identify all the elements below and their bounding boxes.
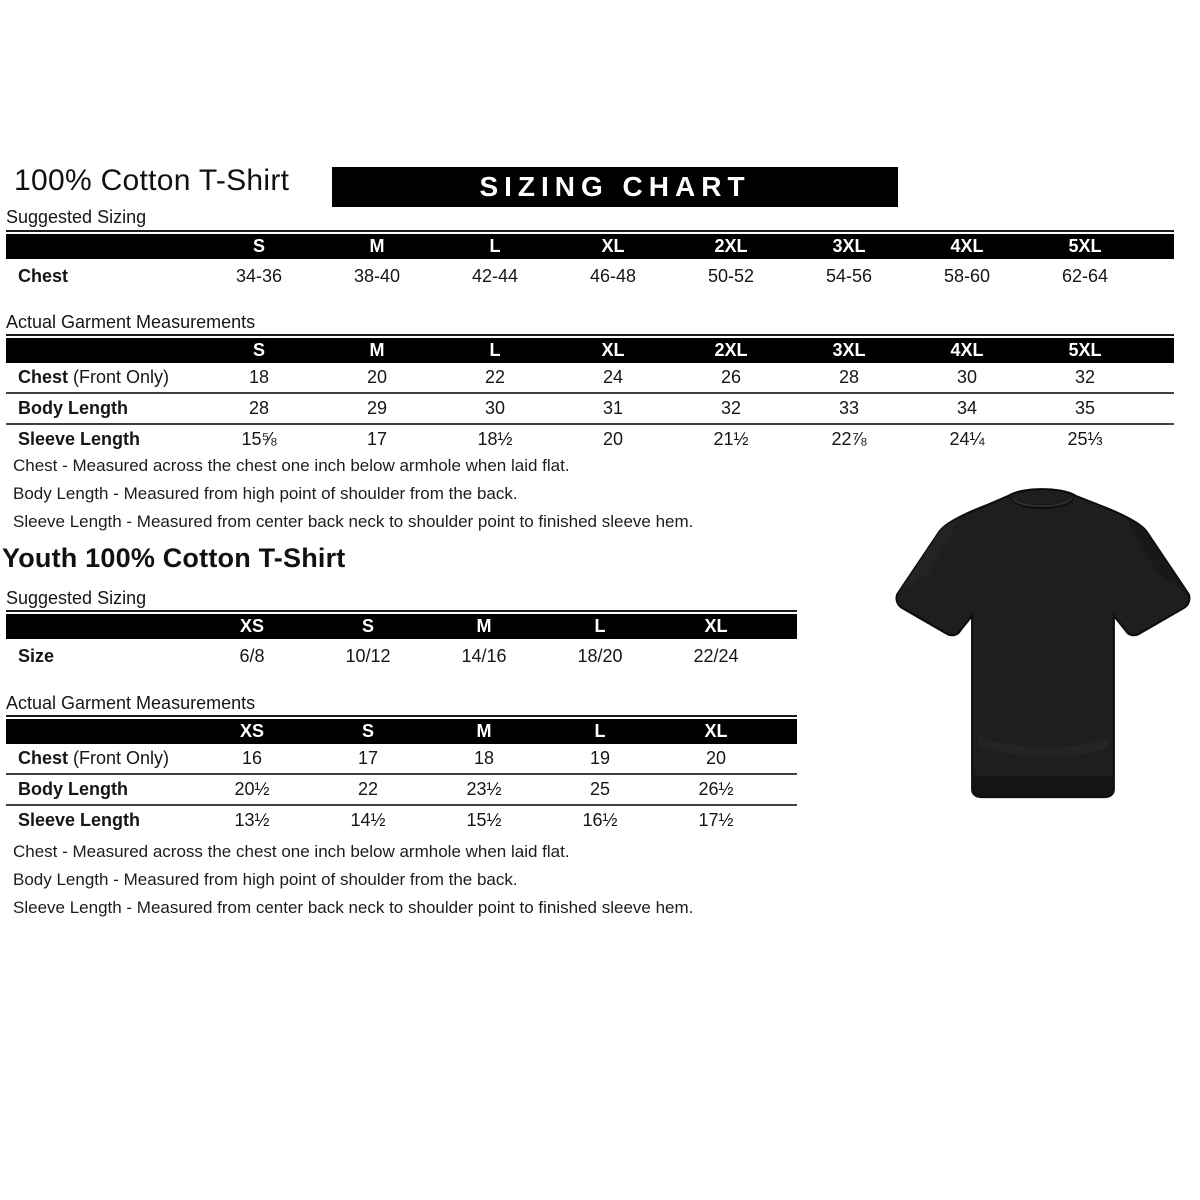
sizing-chart-banner-text: SIZING CHART [479,171,751,202]
value-cell: 25⅓ [1067,429,1103,449]
value-cell: 28 [248,398,270,418]
value-cell: 18 [473,748,495,768]
row-label-text: Chest [18,367,69,387]
note-body-length: Body Length - Measured from high point of shoulder from the back. [13,484,518,503]
value-cell: 54-56 [825,266,873,286]
value-cell: 13½ [234,810,270,830]
adult-actual-measurements-label: Actual Garment Measurements [6,312,256,332]
value-cell: 20 [705,748,727,768]
value-cell: 30 [484,398,506,418]
table-header-row [6,338,1174,363]
row-label [6,810,194,831]
value-cell: 10/12 [345,646,391,666]
table-row [6,744,797,775]
note-chest: Chest - Measured across the chest one inch below armhole when laid flat. [13,842,570,861]
value-cell: 26 [720,367,742,387]
note-body-length: Body Length - Measured from high point of shoulder from the back. [13,870,518,889]
table-header-row [6,614,797,639]
value-cell: 42-44 [471,266,519,286]
row-label-text: Body Length [18,779,128,799]
value-cell: 15½ [466,810,502,830]
column-header: S [361,616,374,636]
row-label-suffix: (Front Only) [68,748,170,768]
value-cell: 35 [1074,398,1096,418]
value-cell: 34 [956,398,978,418]
value-cell: 15⅝ [241,429,277,449]
table-row [6,259,1174,294]
value-cell: 16 [241,748,263,768]
sizing-chart-banner [332,167,898,207]
column-header: XL [601,340,625,360]
row-label [6,748,194,769]
value-cell: 29 [366,398,388,418]
value-cell: 24 [602,367,624,387]
column-header: XS [239,721,264,741]
value-cell: 22⅞ [831,429,867,449]
value-cell: 24¼ [949,429,985,449]
value-cell: 18½ [477,429,513,449]
value-cell: 34-36 [235,266,283,286]
value-cell: 28 [838,367,860,387]
table-header-row [6,234,1174,259]
row-label [6,779,194,800]
column-header: M [476,616,492,636]
row-label-text: Chest [18,748,69,768]
note-sleeve-length: Sleeve Length - Measured from center back neck to shoulder point to finished sleeve hem. [13,512,694,531]
row-label-text: Chest [18,266,69,286]
value-cell: 18/20 [577,646,623,666]
adult-measurement-notes [13,452,693,536]
table-row [6,425,1174,454]
value-cell: 20 [602,429,624,449]
value-cell: 23½ [466,779,502,799]
table-top-rule [6,230,1174,232]
value-cell: 22/24 [693,646,739,666]
row-label-suffix: (Front Only) [68,367,170,387]
row-label [6,646,194,667]
table-row [6,394,1174,425]
column-header: XL [601,236,625,256]
youth-measurement-notes [13,838,693,922]
row-label-text: Sleeve Length [18,810,141,830]
tshirt-graphic [886,480,1198,805]
value-cell: 32 [720,398,742,418]
value-cell: 33 [838,398,860,418]
value-cell: 26½ [698,779,734,799]
value-cell: 21½ [713,429,749,449]
value-cell: 46-48 [589,266,637,286]
row-label [6,266,200,287]
column-header: S [361,721,374,741]
column-header: S [252,340,265,360]
value-cell: 19 [589,748,611,768]
value-cell: 22 [357,779,379,799]
column-header: 4XL [950,236,984,256]
column-header: 4XL [950,340,984,360]
youth-suggested-sizing-table [6,610,797,674]
value-cell: 16½ [582,810,618,830]
column-header: XL [704,616,728,636]
value-cell: 25 [589,779,611,799]
page-title: 100% Cotton T-Shirt [14,164,290,197]
column-header: 2XL [714,236,748,256]
value-cell: 14½ [350,810,386,830]
column-header: XS [239,616,264,636]
value-cell: 17 [366,429,388,449]
column-header: 5XL [1068,340,1102,360]
row-label-text: Sleeve Length [18,429,141,449]
note-chest: Chest - Measured across the chest one inch below armhole when laid flat. [13,456,570,475]
table-header-row [6,719,797,744]
column-header: S [252,236,265,256]
adult-actual-measurements-table [6,334,1174,454]
value-cell: 38-40 [353,266,401,286]
column-header: L [489,340,501,360]
value-cell: 17 [357,748,379,768]
table-top-rule [6,334,1174,336]
row-label [6,398,200,419]
value-cell: 58-60 [943,266,991,286]
value-cell: 14/16 [461,646,507,666]
value-cell: 18 [248,367,270,387]
table-top-rule [6,715,797,717]
youth-page-title: Youth 100% Cotton T-Shirt [2,543,346,573]
column-header: L [489,236,501,256]
column-header: M [369,340,385,360]
column-header: 2XL [714,340,748,360]
row-label-text: Body Length [18,398,128,418]
row-label [6,367,200,388]
column-header: L [594,721,606,741]
value-cell: 20 [366,367,388,387]
column-header: XL [704,721,728,741]
value-cell: 62-64 [1061,266,1109,286]
table-row [6,775,797,806]
table-top-rule [6,610,797,612]
value-cell: 31 [602,398,624,418]
value-cell: 17½ [698,810,734,830]
youth-suggested-sizing-label: Suggested Sizing [6,588,147,608]
adult-suggested-sizing-table [6,230,1174,294]
black-tshirt-image [886,480,1198,805]
table-row [6,806,797,835]
column-header: L [594,616,606,636]
column-header: M [476,721,492,741]
column-header: 3XL [832,340,866,360]
table-row [6,639,797,674]
youth-actual-measurements-label: Actual Garment Measurements [6,693,256,713]
column-header: 3XL [832,236,866,256]
table-row [6,363,1174,394]
value-cell: 30 [956,367,978,387]
value-cell: 32 [1074,367,1096,387]
column-header: M [369,236,385,256]
column-header: 5XL [1068,236,1102,256]
row-label-text: Size [18,646,55,666]
note-sleeve-length: Sleeve Length - Measured from center back neck to shoulder point to finished sleeve hem. [13,898,694,917]
youth-actual-measurements-table [6,715,797,835]
value-cell: 50-52 [707,266,755,286]
adult-suggested-sizing-label: Suggested Sizing [6,207,147,227]
value-cell: 22 [484,367,506,387]
row-label [6,429,200,450]
value-cell: 20½ [234,779,270,799]
value-cell: 6/8 [239,646,265,666]
